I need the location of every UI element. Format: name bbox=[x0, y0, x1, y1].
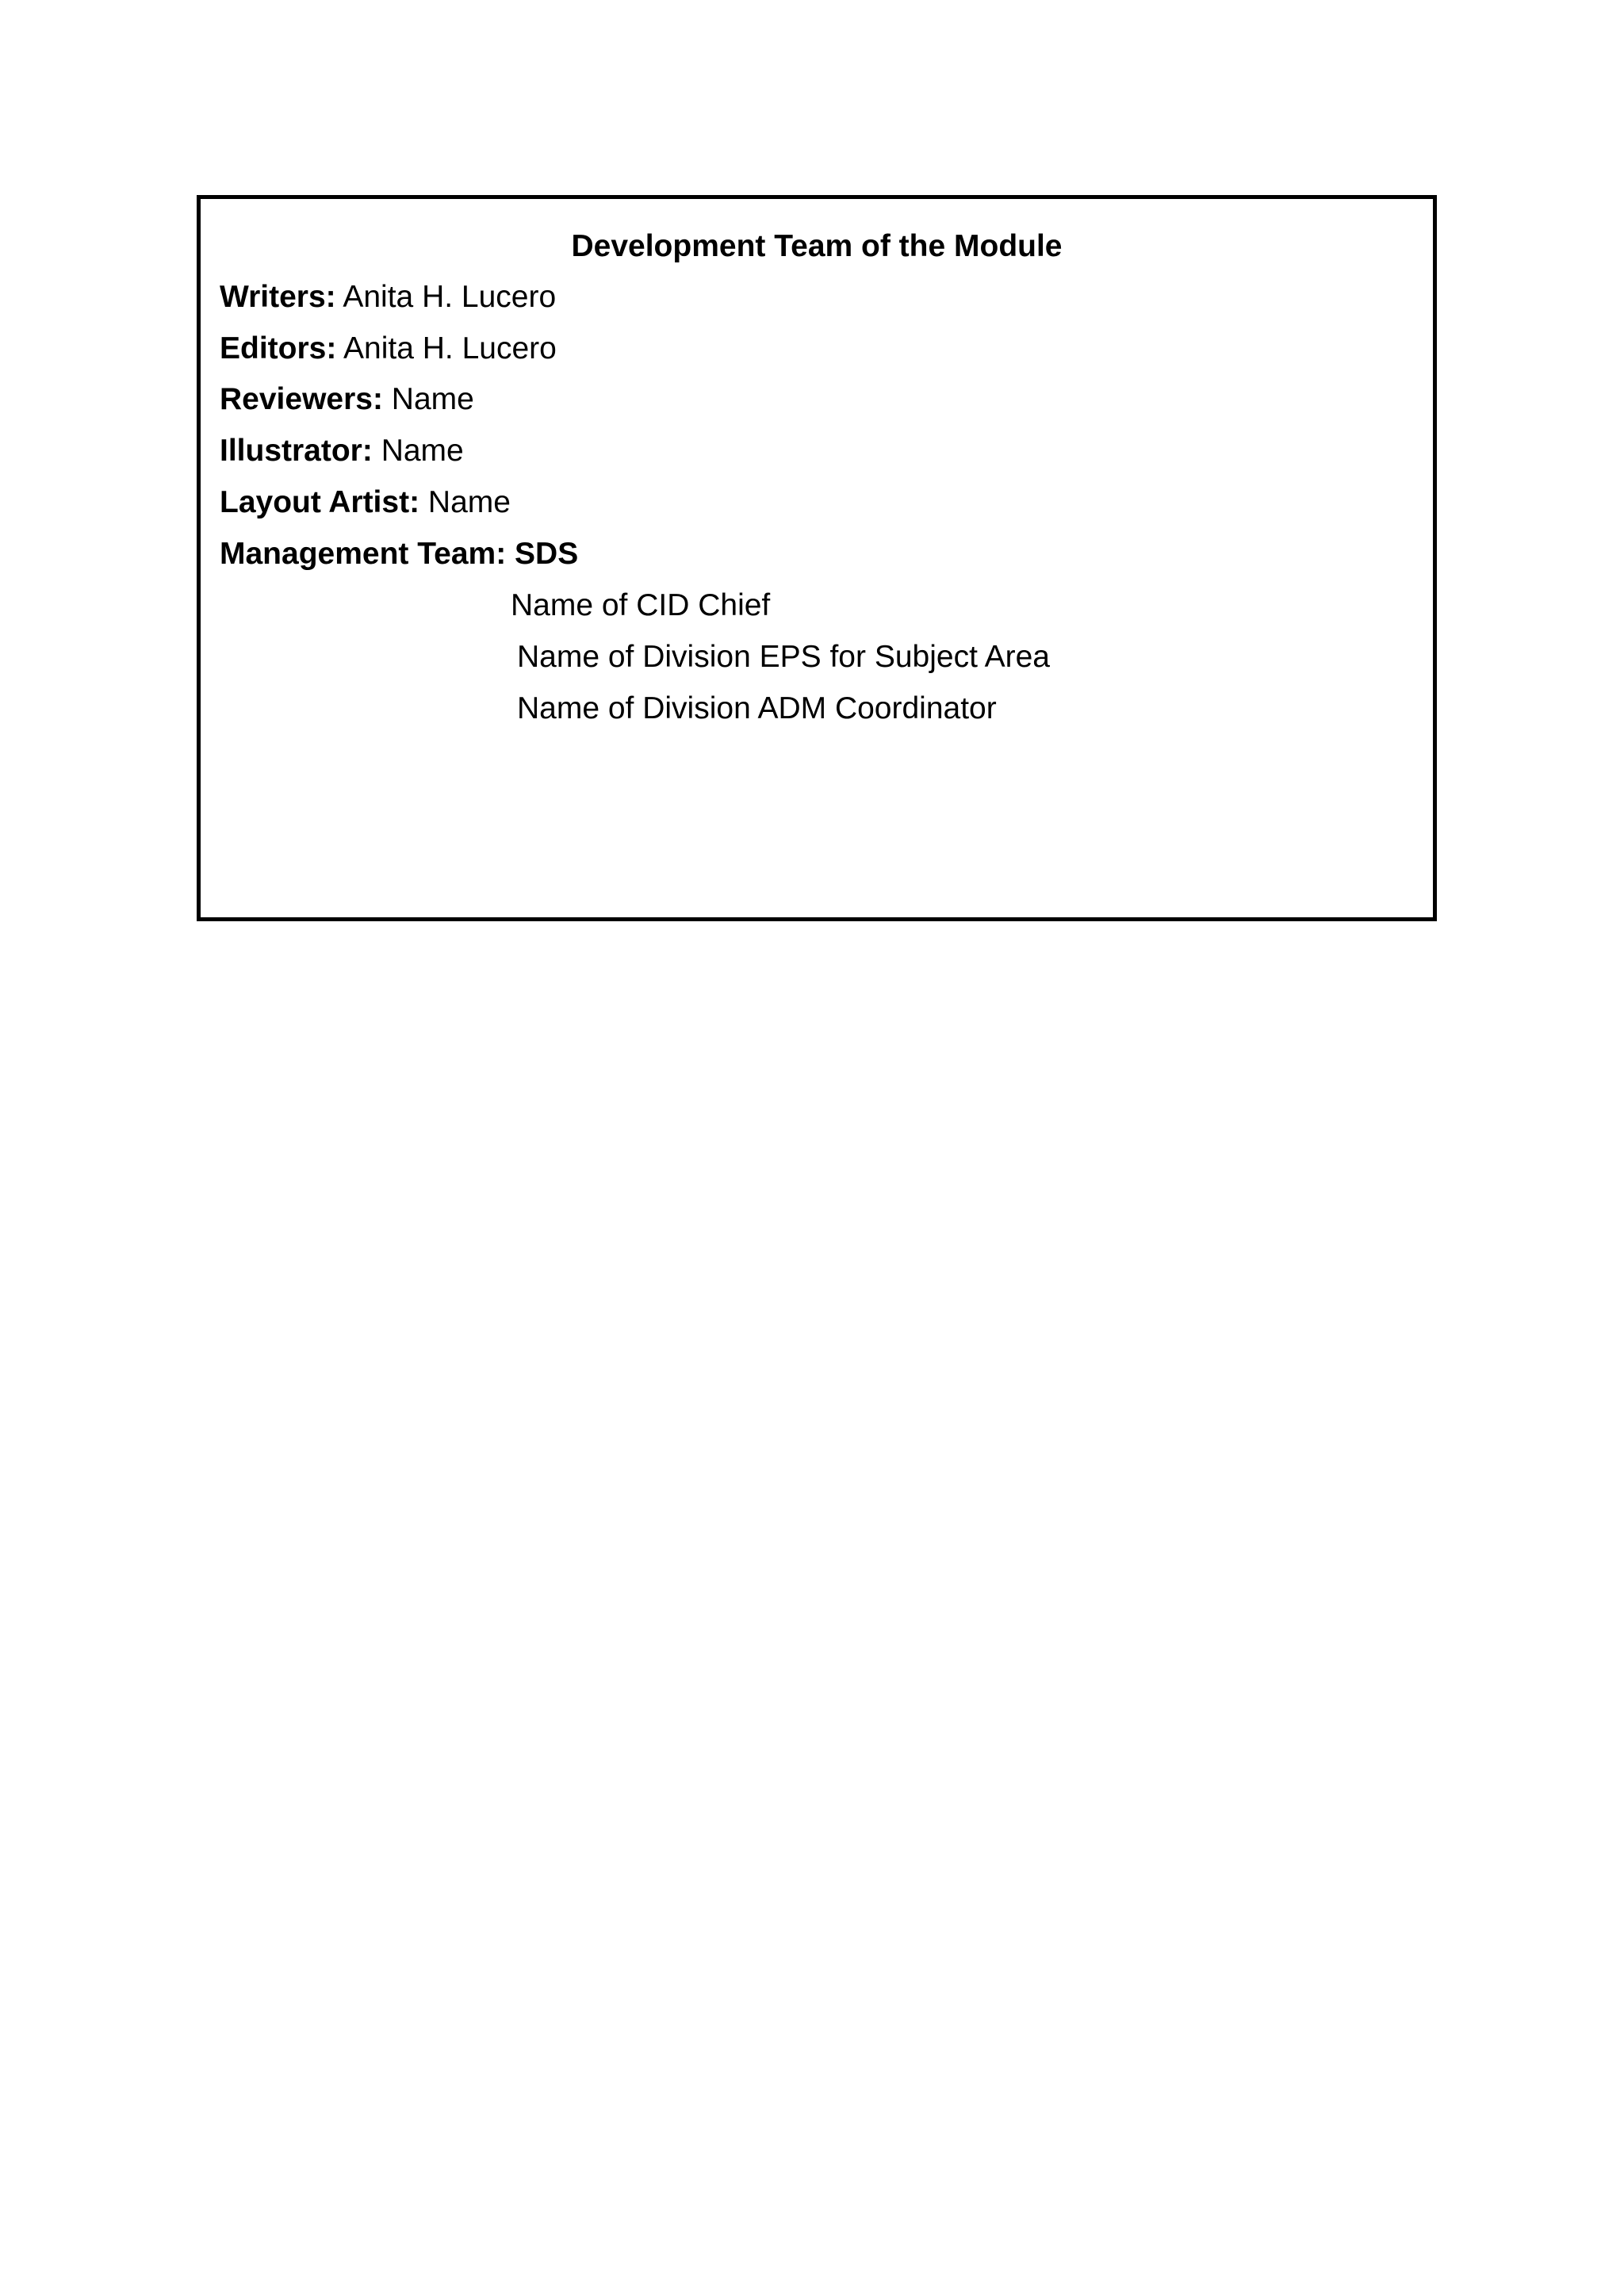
writers-value: Anita H. Lucero bbox=[343, 280, 557, 314]
box-title: Development Team of the Module bbox=[571, 229, 1063, 263]
editors-row bbox=[220, 330, 557, 368]
editors-label: Editors: bbox=[220, 331, 337, 365]
management-team-row bbox=[220, 535, 578, 573]
illustrator-value: Name bbox=[381, 434, 464, 468]
editors-value: Anita H. Lucero bbox=[343, 331, 557, 365]
writers-label: Writers: bbox=[220, 280, 336, 314]
development-team-box bbox=[197, 195, 1437, 921]
management-member: Name of Division EPS for Subject Area bbox=[517, 640, 1050, 674]
illustrator-row bbox=[220, 432, 464, 470]
reviewers-value: Name bbox=[391, 382, 474, 416]
reviewers-label: Reviewers: bbox=[220, 382, 383, 416]
layout-artist-value: Name bbox=[427, 485, 511, 519]
illustrator-label: Illustrator: bbox=[220, 434, 373, 468]
reviewers-row bbox=[220, 381, 474, 419]
management-team-label: Management Team: bbox=[220, 537, 507, 571]
layout-artist-row bbox=[220, 484, 511, 522]
management-team-sds: SDS bbox=[515, 537, 579, 571]
management-member: Name of CID Chief bbox=[511, 588, 771, 622]
management-member: Name of Division ADM Coordinator bbox=[517, 691, 997, 725]
writers-row bbox=[220, 278, 556, 316]
layout-artist-label: Layout Artist: bbox=[220, 485, 420, 519]
